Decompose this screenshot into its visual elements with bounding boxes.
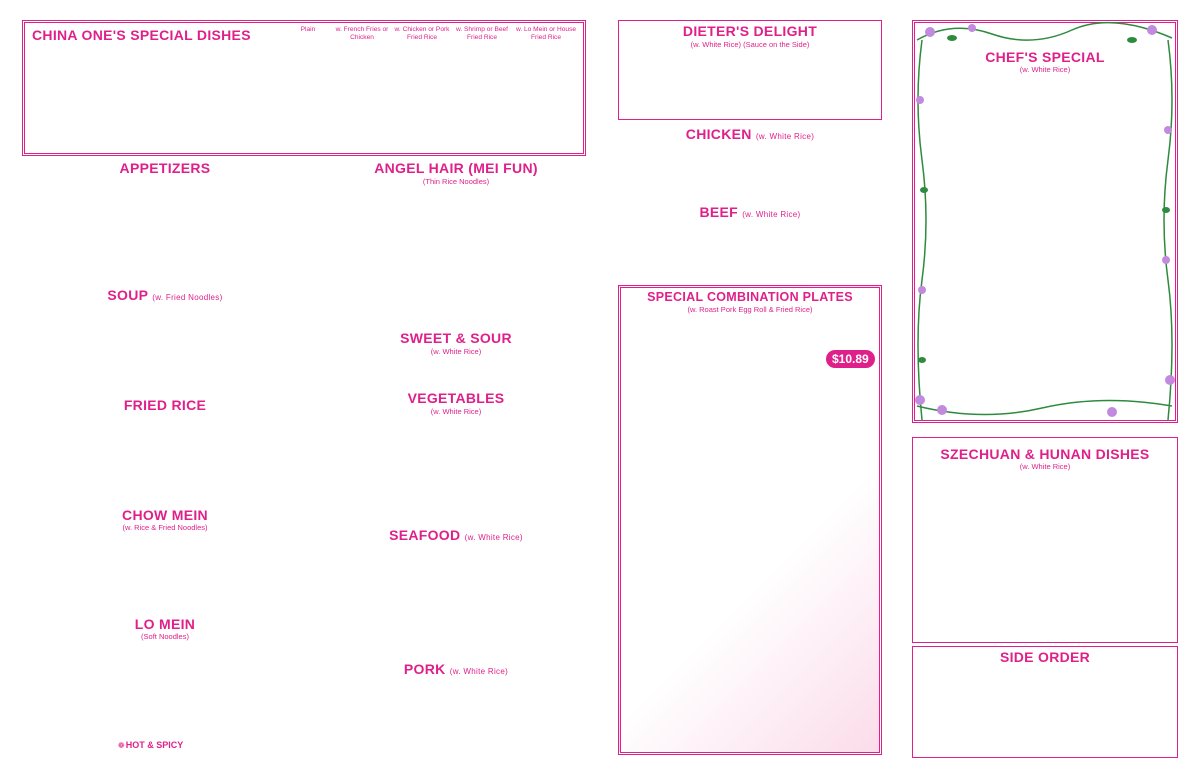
chicken-title: CHICKEN (w. White Rice)	[685, 126, 815, 142]
sweet-sour-sub: (w. White Rice)	[430, 347, 482, 356]
chefs-title: CHEF'S SPECIAL	[985, 49, 1105, 65]
price-header: w. Chicken or Pork Fried Rice	[394, 26, 450, 41]
angel-hair-sub: (Thin Rice Noodles)	[422, 177, 490, 186]
price-header: w. Lo Mein or House Fried Rice	[515, 26, 577, 41]
chili-pepper-icon: ❁	[118, 741, 125, 750]
fried-rice-title: FRIED RICE	[123, 397, 207, 413]
soup-title: SOUP (w. Fried Noodles)	[107, 287, 223, 303]
china-ones-title: CHINA ONE'S SPECIAL DISHES	[32, 27, 251, 43]
vine-ornament-right	[1160, 40, 1176, 420]
szechuan-title: SZECHUAN & HUNAN DISHES	[940, 446, 1150, 462]
lo-mein-title: LO MEIN	[134, 616, 196, 632]
beef-title: BEEF (w. White Rice)	[699, 204, 801, 220]
appetizers-title: APPETIZERS	[119, 160, 211, 176]
vine-ornament-top	[912, 20, 1178, 50]
price-header: Plain	[300, 26, 316, 33]
dieters-sub: (w. White Rice) (Sauce on the Side)	[690, 40, 810, 49]
china-ones-headers	[284, 26, 580, 46]
seafood-title: SEAFOOD (w. White Rice)	[389, 527, 523, 543]
chow-mein-title: CHOW MEIN	[122, 507, 208, 523]
angel-hair-title: ANGEL HAIR (MEI FUN)	[374, 160, 538, 176]
hot-spicy-note: ❁HOT & SPICY	[118, 740, 184, 750]
price-header: w. French Fries or Chicken	[335, 26, 389, 41]
pork-title: PORK (w. White Rice)	[403, 661, 509, 677]
vine-ornament-bottom	[912, 398, 1178, 422]
combo-price-badge: $10.89	[826, 350, 875, 368]
vegetables-sub: (w. White Rice)	[430, 407, 482, 416]
side-title: SIDE ORDER	[999, 649, 1091, 665]
dieters-title: DIETER'S DELIGHT	[682, 23, 818, 39]
chefs-sub: (w. White Rice)	[1019, 65, 1071, 74]
chow-mein-sub: (w. Rice & Fried Noodles)	[122, 523, 208, 532]
price-header: w. Shrimp or Beef Fried Rice	[455, 26, 509, 41]
vegetables-title: VEGETABLES	[407, 390, 505, 406]
chefs-box	[912, 20, 1178, 423]
vine-ornament-left	[914, 40, 930, 420]
combo-sub: (w. Roast Pork Egg Roll & Fried Rice)	[687, 305, 813, 314]
combo-title: SPECIAL COMBINATION PLATES	[647, 290, 853, 304]
sweet-sour-title: SWEET & SOUR	[400, 330, 512, 346]
szechuan-sub: (w. White Rice)	[1019, 462, 1071, 471]
lo-mein-sub: (Soft Noodles)	[141, 632, 189, 641]
price-headers	[284, 26, 580, 41]
